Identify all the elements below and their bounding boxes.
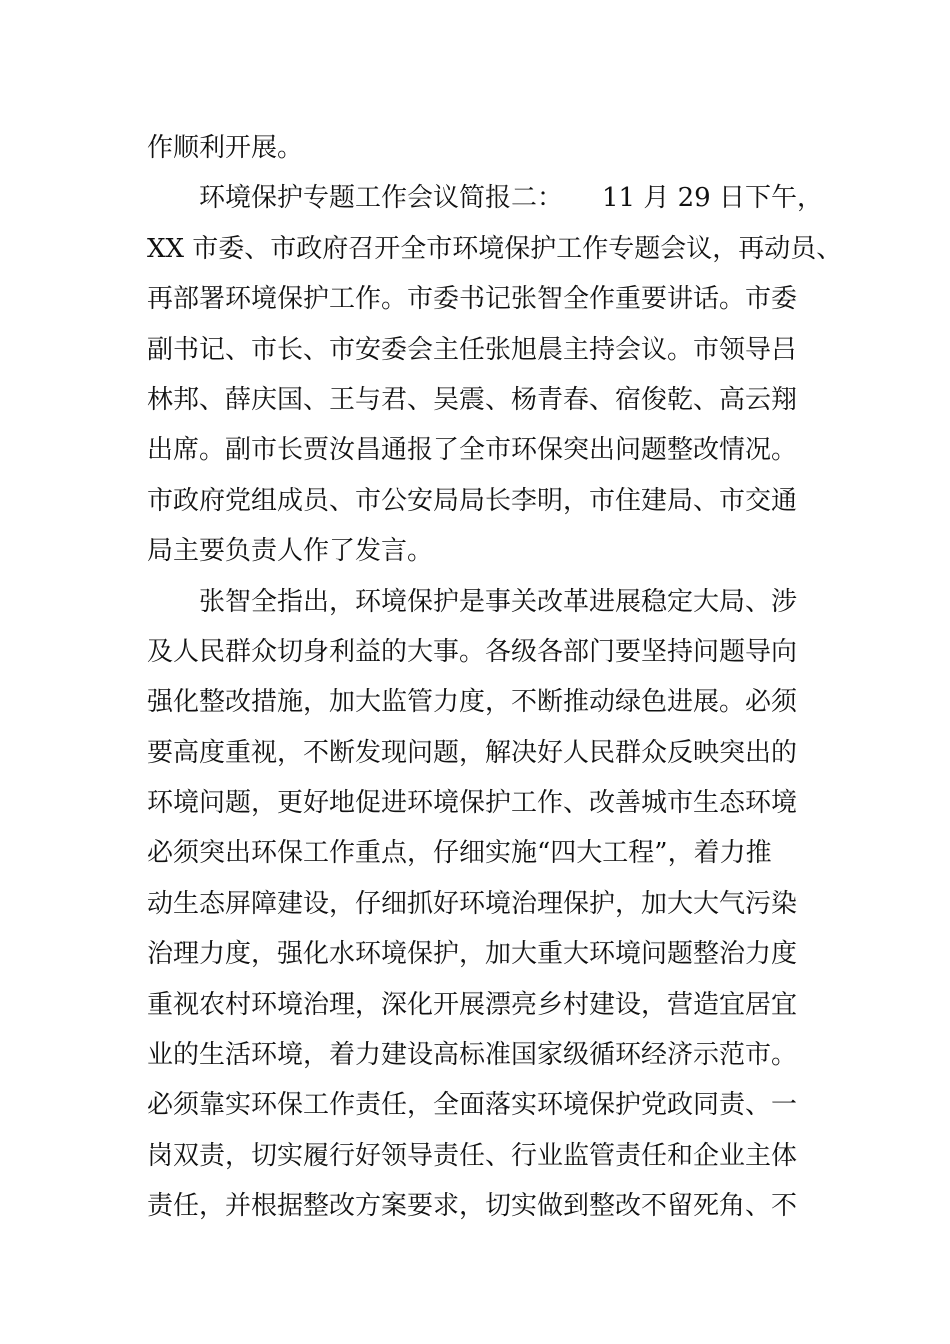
- text-line: 再部署环境保护工作。市委书记张智全作重要讲话。市委: [147, 284, 798, 315]
- text-line: 重视农村环境治理，深化开展漂亮乡村建设，营造宜居宜: [147, 989, 798, 1020]
- text-line: 必须靠实环保工作责任，全面落实环境保护党政同责、一: [147, 1090, 798, 1121]
- text-line: 治理力度，强化水环境保护，加大重大环境问题整治力度: [147, 939, 798, 970]
- text-line: XX 市委、市政府召开全市环境保护工作专题会议，再动员、: [147, 233, 843, 264]
- text-line: 责任，并根据整改方案要求，切实做到整改不留死角、不: [147, 1191, 798, 1222]
- text-line: 出席。副市长贾汝昌通报了全市环保突出问题整改情况。: [147, 435, 798, 466]
- text-line: 岗双责，切实履行好领导责任、行业监管责任和企业主体: [147, 1140, 798, 1171]
- text-line: 副书记、市长、市安委会主任张旭晨主持会议。市领导吕: [147, 334, 798, 365]
- text-line: 动生态屏障建设，仔细抓好环境治理保护，加大大气污染: [147, 888, 798, 919]
- text-line: 张智全指出，环境保护是事关改革进展稳定大局、涉: [199, 586, 798, 617]
- text-line: 局主要负责人作了发言。: [147, 536, 434, 567]
- text-line: 市政府党组成员、市公安局局长李明，市住建局、市交通: [147, 485, 798, 516]
- text-line: 必须突出环保工作重点，仔细实施“四大工程”，着力推: [147, 838, 772, 869]
- text-line: 业的生活环境，着力建设高标准国家级循环经济示范市。: [147, 1040, 798, 1071]
- text-line: 林邦、薛庆国、王与君、吴震、杨青春、宿俊乾、高云翔: [147, 384, 798, 415]
- text-line: 要高度重视，不断发现问题，解决好人民群众反映突出的: [147, 737, 798, 768]
- document-body: [147, 123, 843, 1232]
- text-line: 环境保护专题工作会议简报二： 11 月 29 日下午，: [199, 183, 823, 214]
- text-line: 强化整改措施，加大监管力度，不断推动绿色进展。必须: [147, 687, 798, 718]
- text-line: 作顺利开展。: [147, 133, 304, 163]
- text-line: 及人民群众切身利益的大事。各级各部门要坚持问题导向: [147, 636, 798, 667]
- text-line: 环境问题，更好地促进环境保护工作、改善城市生态环境: [147, 788, 798, 819]
